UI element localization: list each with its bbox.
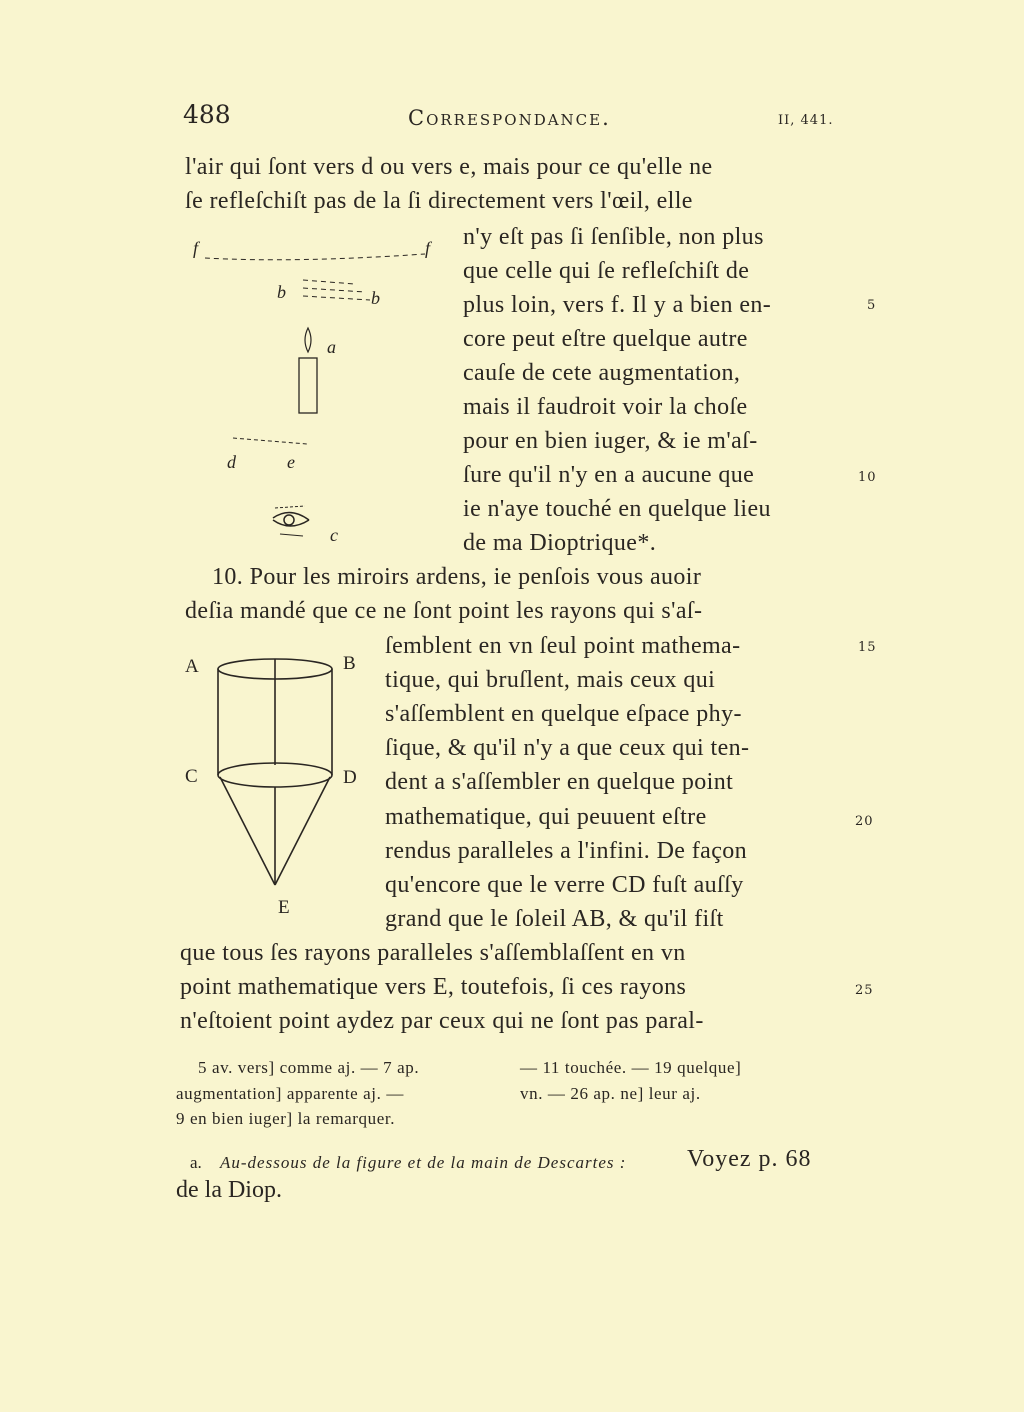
figure-label-C: C <box>185 766 198 787</box>
figure-label-A: A <box>185 656 199 677</box>
text-line: point mathematique vers E, toutefois, ſi ces rayons <box>180 974 687 1000</box>
reflection-line-de <box>233 438 307 444</box>
text-line: core peut eſtre quelque autre <box>463 326 748 352</box>
text-line: mathematique, qui peuuent eſtre <box>385 804 707 830</box>
text-line: n'y eſt pas ſi ſenſible, non plus <box>463 224 764 250</box>
text-line: tique, qui bruſlent, mais ceux qui <box>385 667 716 693</box>
text-line: s'aſſemblent en quelque eſpace phy- <box>385 701 742 727</box>
line-number: 20 <box>855 814 874 829</box>
reflection-line-f <box>205 254 425 260</box>
figure-label-e: e <box>287 452 295 472</box>
text-line: de ma Dioptrique*. <box>463 530 657 556</box>
line-number: 10 <box>858 470 877 485</box>
text-line: ſe refleſchiſt pas de la ſi directement vers l'œil, elle <box>185 188 693 214</box>
figure-label-f-left: f <box>193 238 199 258</box>
figure-label-b-left: b <box>277 282 286 302</box>
variant-line: — 11 touchée. — 19 quelque] <box>520 1058 742 1077</box>
footnote-italic: Au-dessous de la figure et de la main de Descartes : <box>220 1153 627 1172</box>
page-number: 488 <box>183 100 231 129</box>
figure-label-d: d <box>227 452 236 472</box>
text-line: grand que le ſoleil AB, & qu'il fiſt <box>385 906 724 932</box>
figure-label-D: D <box>343 767 357 788</box>
figure-label-a: a <box>327 337 336 357</box>
variant-line: vn. — 26 ap. ne] leur aj. <box>520 1084 701 1103</box>
burning-mirror-figure <box>180 645 380 925</box>
text-line: l'air qui ſont vers d ou vers e, mais pour ce qu'elle ne <box>185 154 713 180</box>
line-number: 5 <box>867 298 877 313</box>
text-line: pour en bien iuger, & ie m'aſ- <box>463 428 758 454</box>
line-number: 15 <box>858 640 877 655</box>
candle-flame-icon <box>305 328 311 352</box>
figure-label-c: c <box>330 525 338 545</box>
reflection-line-b <box>303 280 370 300</box>
variant-line: 9 en bien iuger] la remarquer. <box>176 1109 396 1128</box>
figure-label-b-right: b <box>371 288 380 308</box>
footnote-marker: a. <box>190 1153 202 1172</box>
volume-reference: II, 441. <box>778 113 834 128</box>
text-line: qu'encore que le verre CD fuſt auſſy <box>385 872 744 898</box>
footnote-line2: de la Diop. <box>176 1177 282 1203</box>
line-number: 25 <box>855 983 874 998</box>
eye-icon <box>273 506 309 536</box>
text-line: deſia mandé que ce ne ſont point les rayons qui s'aſ- <box>185 598 703 624</box>
text-line: plus loin, vers f. Il y a bien en- <box>463 292 772 318</box>
variant-line: 5 av. vers] comme aj. — 7 ap. <box>198 1058 420 1077</box>
variant-line: augmentation] apparente aj. — <box>176 1084 404 1103</box>
text-line: que tous ſes rayons paralleles s'aſſemblaſſent en vn <box>180 940 686 966</box>
text-line: 10. Pour les miroirs ardens, ie penſois vous auoir <box>212 564 702 590</box>
candle-eye-figure <box>185 228 455 558</box>
text-line: cauſe de cete augmentation, <box>463 360 741 386</box>
running-title: Correspondance. <box>408 106 611 130</box>
candle-icon <box>299 358 317 413</box>
text-line: rendus paralleles a l'infini. De façon <box>385 838 748 864</box>
text-line: ſique, & qu'il n'y a que ceux qui ten- <box>385 735 750 761</box>
figure-label-B: B <box>343 653 356 674</box>
text-line: ſemblent en vn ſeul point mathema- <box>385 633 741 659</box>
text-line: que celle qui ſe refleſchiſt de <box>463 258 750 284</box>
footnote-text: Voyez p. 68 <box>687 1146 812 1172</box>
text-line: n'eſtoient point aydez par ceux qui ne ſont pas paral- <box>180 1008 704 1034</box>
text-line: ſure qu'il n'y en a aucune que <box>463 462 755 488</box>
text-line: mais il faudroit voir la choſe <box>463 394 748 420</box>
figure-label-E: E <box>278 897 290 918</box>
text-line: ie n'aye touché en quelque lieu <box>463 496 771 522</box>
text-line: dent a s'aſſembler en quelque point <box>385 769 734 795</box>
cone-diagram <box>218 659 332 885</box>
figure-label-f-right: f <box>425 238 431 258</box>
